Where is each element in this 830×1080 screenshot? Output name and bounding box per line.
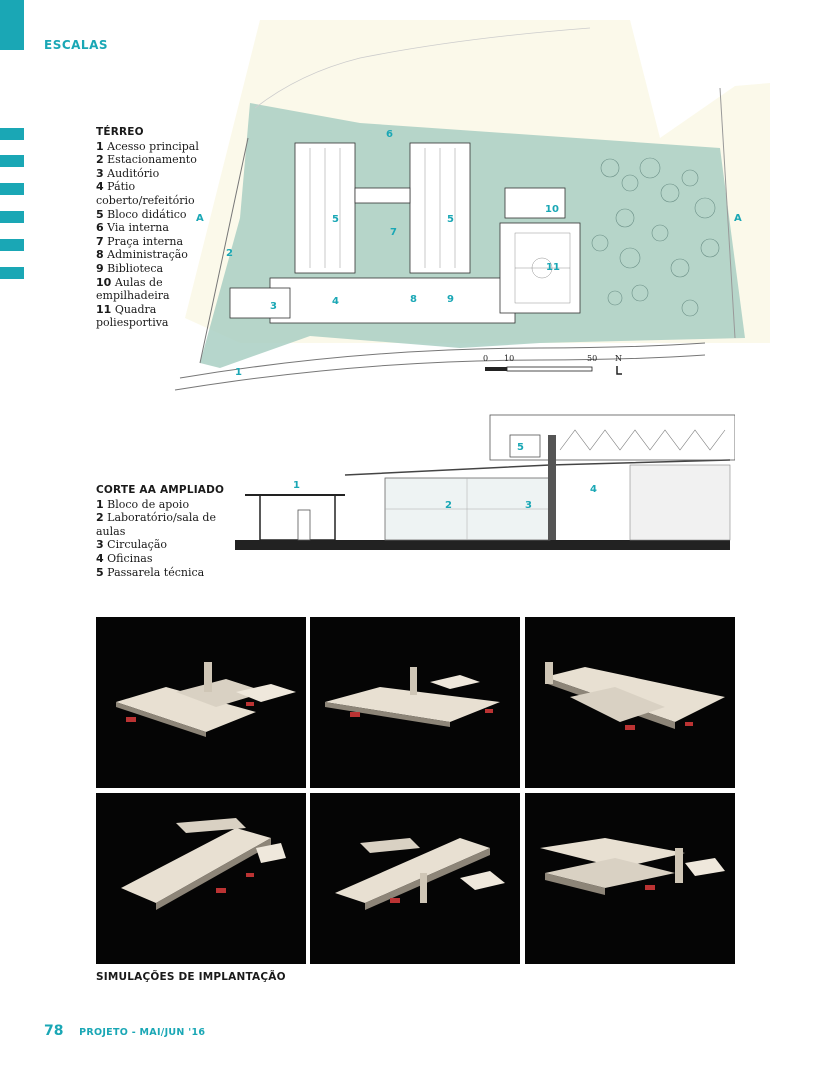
index-tab — [0, 239, 24, 251]
simulation-image — [310, 617, 520, 788]
simulation-image — [96, 617, 306, 788]
legend-item: 1 Acesso principal — [96, 139, 199, 153]
simulation-image — [96, 793, 306, 964]
legend-item: 4 Pátio coberto/refeitório — [96, 180, 195, 207]
plan-label-8: 8 — [410, 294, 417, 305]
plan-label-4: 4 — [332, 296, 339, 307]
page-footer — [44, 1020, 205, 1039]
section-drawing — [230, 410, 735, 570]
legend-item: 11 Quadra poliesportiva — [96, 302, 169, 330]
section-heading: ESCALAS — [44, 38, 109, 52]
plan-label-6: 6 — [386, 129, 393, 140]
legend-item: 2 Laboratório/sala de aulas — [96, 511, 216, 538]
simulations-caption: SIMULAÇÕES DE IMPLANTAÇÃO — [96, 971, 286, 983]
plan-label-5b: 5 — [447, 214, 454, 225]
north-arrow — [615, 354, 622, 374]
section-label-2: 2 — [445, 500, 452, 511]
legend-item: 5 Bloco didático — [96, 207, 187, 221]
legend-item: 1 Bloco de apoio — [96, 497, 190, 511]
plan-label-11: 11 — [546, 262, 560, 273]
section-tab-marker — [0, 0, 24, 50]
plan-label-9: 9 — [447, 294, 454, 305]
svg-text:0: 0 — [483, 354, 489, 363]
legend-item: 7 Praça interna — [96, 234, 184, 248]
workshops — [630, 465, 730, 540]
plan-label-3: 3 — [270, 301, 277, 312]
legend-item: 2 Estacionamento — [96, 153, 197, 167]
plan-legend-title: TÉRREO — [96, 126, 144, 138]
plan-legend — [96, 126, 236, 330]
section-label-3: 3 — [525, 500, 532, 511]
legend-item: 3 Auditório — [96, 166, 160, 180]
magazine-issue: PROJETO - MAI/JUN '16 — [79, 1027, 206, 1038]
section-label-4: 4 — [590, 484, 597, 495]
legend-item: 4 Oficinas — [96, 551, 153, 565]
legend-item: 10 Aulas de empilhadeira — [96, 275, 170, 303]
plan-label-5a: 5 — [332, 214, 339, 225]
simulation-image — [525, 617, 735, 788]
support-block — [260, 495, 335, 540]
legend-item: 8 Administração — [96, 248, 188, 262]
legend-item: 5 Passarela técnica — [96, 565, 205, 579]
legend-item: 3 Circulação — [96, 538, 168, 552]
scale-bar — [483, 354, 597, 371]
ground-line — [235, 540, 730, 550]
section-legend-title: CORTE AA AMPLIADO — [96, 484, 225, 496]
plan-label-1: 1 — [235, 367, 242, 378]
index-tab — [0, 128, 24, 140]
plan-label-7: 7 — [390, 227, 397, 238]
page-number: 78 — [44, 1023, 64, 1039]
index-tab — [0, 267, 24, 279]
simulation-image — [525, 793, 735, 964]
site-plan — [160, 18, 770, 413]
svg-text:10: 10 — [504, 354, 515, 363]
plan-label-2: 2 — [226, 248, 233, 259]
index-tab — [0, 183, 24, 195]
section-legend — [96, 484, 236, 579]
plan-label-10: 10 — [545, 204, 559, 215]
svg-text:N: N — [615, 354, 622, 363]
legend-item: 6 Via interna — [96, 221, 169, 235]
index-tab — [0, 211, 24, 223]
simulation-image — [310, 793, 520, 964]
legend-item: 9 Biblioteca — [96, 261, 164, 275]
cut-marker-left: A — [196, 213, 204, 224]
index-tab — [0, 155, 24, 167]
technical-walkway — [510, 435, 540, 457]
svg-text:50: 50 — [587, 354, 598, 363]
section-label-1: 1 — [293, 480, 300, 491]
cut-marker-right: A — [734, 213, 742, 224]
section-label-5: 5 — [517, 442, 524, 453]
